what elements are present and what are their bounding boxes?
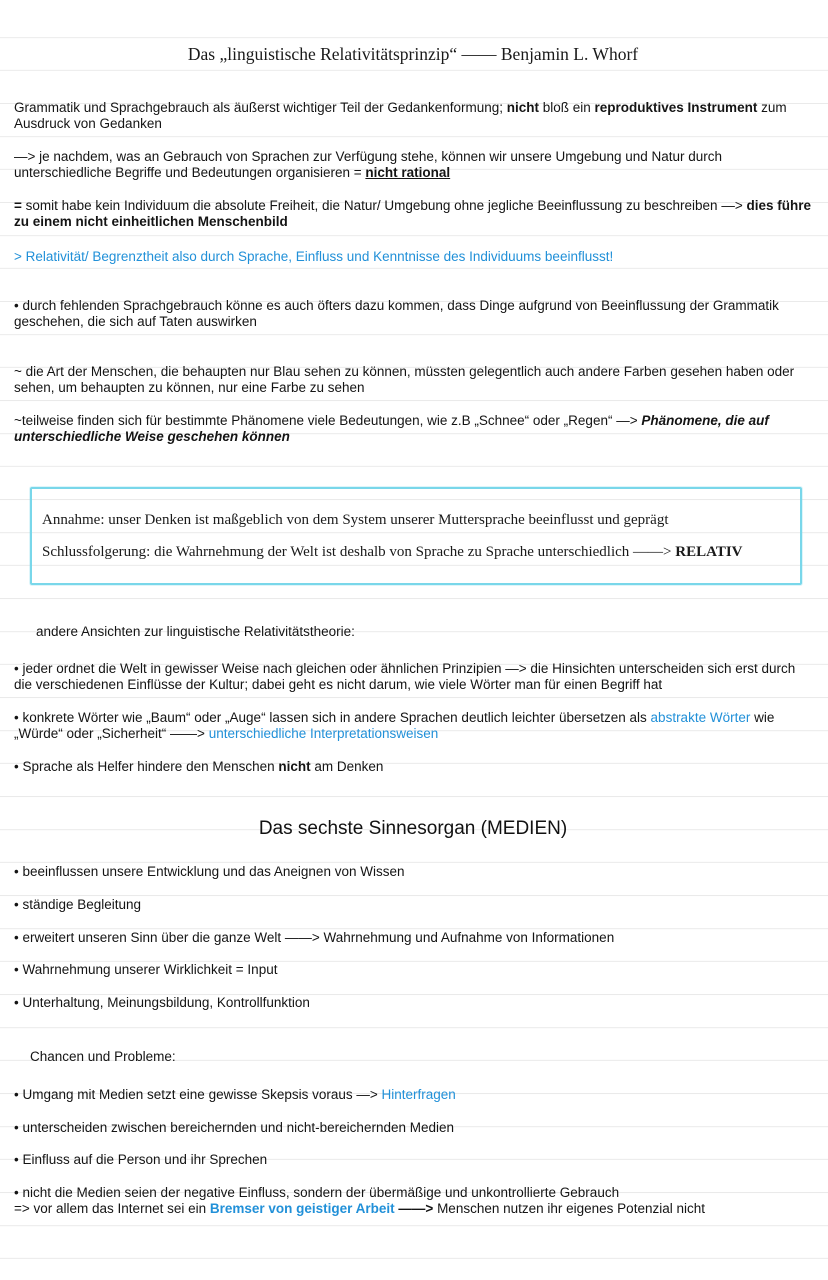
box-schlussfolgerung-line bbox=[42, 543, 786, 561]
text-segment-bold: nicht bbox=[278, 759, 311, 774]
text-segment: zum Ausdruck von Gedanken bbox=[14, 100, 787, 132]
text-segment: • konkrete Wörter wie „Baum“ oder „Auge“ lassen sich in andere Sprachen deutlich leichter übersetzen als bbox=[14, 710, 651, 725]
text-line: • nicht die Medien seien der negative Einfluss, sondern der übermäßige und unkontrollierte Gebrauch bbox=[14, 1185, 620, 1200]
text-segment: => vor allem das Internet sei ein bbox=[14, 1201, 210, 1217]
section-heading-medien: Das sechste Sinnesorgan (MEDIEN) bbox=[258, 818, 568, 839]
text-segment-bold: = bbox=[14, 198, 26, 213]
text-segment: Grammatik und Sprachgebrauch als äußerst wichtiger Teil der Gedankenformung; bbox=[14, 100, 507, 115]
paragraph-medien-begleitung: • ständige Begleitung bbox=[14, 897, 142, 912]
paragraph-medien-sinn: • erweitert unseren Sinn über die ganze Welt ——> Wahrnehmung und Aufnahme von Informationen bbox=[14, 930, 615, 945]
text-segment: Schlussfolgerung: die Wahrnehmung der Welt ist deshalb von Sprache zu Sprache unterschiedlich ——> bbox=[42, 544, 676, 560]
paragraph-je-nachdem bbox=[14, 149, 812, 181]
paragraph-medien-input: • Wahrnehmung unserer Wirklichkeit = Input bbox=[14, 962, 278, 977]
page-title: Das „linguistische Relativitätsprinzip“ —— Benjamin L. Whorf bbox=[187, 44, 639, 64]
text-segment-bold: ——> bbox=[394, 1201, 438, 1217]
text-segment-bold-underline: nicht rational bbox=[365, 165, 451, 181]
text-segment-blue: unterschiedliche Interpretationsweisen bbox=[208, 726, 439, 742]
paragraph-sprachgebrauch: • durch fehlenden Sprachgebrauch könne es auch öfters dazu kommen, dass Dinge aufgrund von Beeinflussung der Grammatik geschehen, die sich auf Taten auswirken bbox=[14, 298, 779, 330]
text-segment: • Sprache als Helfer hindere den Menschen bbox=[14, 759, 279, 774]
highlight-box bbox=[30, 487, 802, 585]
paragraph-einfluss-person: • Einfluss auf die Person und ihr Sprechen bbox=[14, 1152, 268, 1167]
paragraph-chancen-probleme: Chancen und Probleme: bbox=[30, 1049, 176, 1064]
text-segment: • Umgang mit Medien setzt eine gewisse Skepsis voraus —> bbox=[14, 1087, 382, 1102]
paragraph-konkrete-woerter bbox=[14, 710, 812, 742]
text-segment: ~teilweise finden sich für bestimmte Phänomene viele Bedeutungen, wie z.B „Schnee“ oder „Regen“ —> bbox=[14, 413, 642, 428]
text-segment: wie „Würde“ oder „Sicherheit“ ——> bbox=[14, 710, 775, 742]
text-segment-bold: reproduktives Instrument bbox=[594, 100, 758, 115]
text-segment-blue: Hinterfragen bbox=[381, 1087, 456, 1102]
box-annahme-line: Annahme: unser Denken ist maßgeblich von dem System unserer Muttersprache beeinflusst und geprägt bbox=[42, 512, 669, 528]
paragraph-phaenomene bbox=[14, 413, 812, 445]
text-segment-bold: dies führe zu einem nicht einheitlichen Menschenbild bbox=[14, 198, 811, 230]
text-segment: Menschen nutzen ihr eigenes Potenzial nicht bbox=[437, 1201, 705, 1217]
text-segment: —> je nachdem, was an Gebrauch von Sprachen zur Verfügung stehe, können wir unsere Umgebung und Natur durch unterschiedliche Begriffe und Bedeutungen organisieren = bbox=[14, 149, 723, 181]
paragraph-internet-bremser bbox=[14, 1185, 812, 1217]
paragraph-grammatik bbox=[14, 100, 812, 132]
paragraph-bereichernd: • unterscheiden zwischen bereichernden und nicht-bereichernden Medien bbox=[14, 1120, 455, 1135]
text-segment-blue: abstrakte Wörter bbox=[650, 710, 751, 725]
text-segment-bold-italic: Phänomene, die auf unterschiedliche Weise geschehen können bbox=[14, 413, 769, 445]
text-segment-blue-bold: Bremser von geistiger Arbeit bbox=[209, 1201, 395, 1217]
text-segment: am Denken bbox=[310, 759, 384, 774]
paragraph-sprache-helfer bbox=[14, 759, 812, 775]
text-segment-bold: RELATIV bbox=[675, 544, 743, 560]
text-line bbox=[14, 1201, 812, 1217]
paragraph-individuum bbox=[14, 198, 812, 230]
paragraph-andere-ansichten: andere Ansichten zur linguistische Relativitätstheorie: bbox=[36, 624, 355, 639]
paragraph-medien-funktionen: • Unterhaltung, Meinungsbildung, Kontrollfunktion bbox=[14, 995, 310, 1010]
paragraph-medien-entwicklung: • beeinflussen unsere Entwicklung und das Aneignen von Wissen bbox=[14, 864, 405, 879]
paragraph-relativitaet-note: > Relativität/ Begrenztheit also durch Sprache, Einfluss und Kenntnisse des Individuums beeinflusst! bbox=[14, 249, 614, 264]
paragraph-blau-beispiel: ~ die Art der Menschen, die behaupten nur Blau sehen zu können, müssten gelegentlich auch andere Farben gesehen haben oder sehen, um behaupten zu können, nur eine Farbe zu sehen bbox=[14, 364, 795, 396]
text-segment: somit habe kein Individuum die absolute Freiheit, die Natur/ Umgebung ohne jegliche Beeinflussung zu beschreiben —> bbox=[25, 198, 747, 213]
paragraph-prinzipien: • jeder ordnet die Welt in gewisser Weise nach gleichen oder ähnlichen Prinzipien —> die Hinsichten unterscheiden sich erst durch die verschiedenen Einflüsse der Kultur; dabei geht es nicht darum, wie viele Wörter man für einen Begriff hat bbox=[14, 661, 796, 693]
paragraph-skepsis bbox=[14, 1087, 812, 1103]
text-segment: bloß ein bbox=[539, 100, 595, 115]
text-segment-bold: nicht bbox=[506, 100, 539, 115]
